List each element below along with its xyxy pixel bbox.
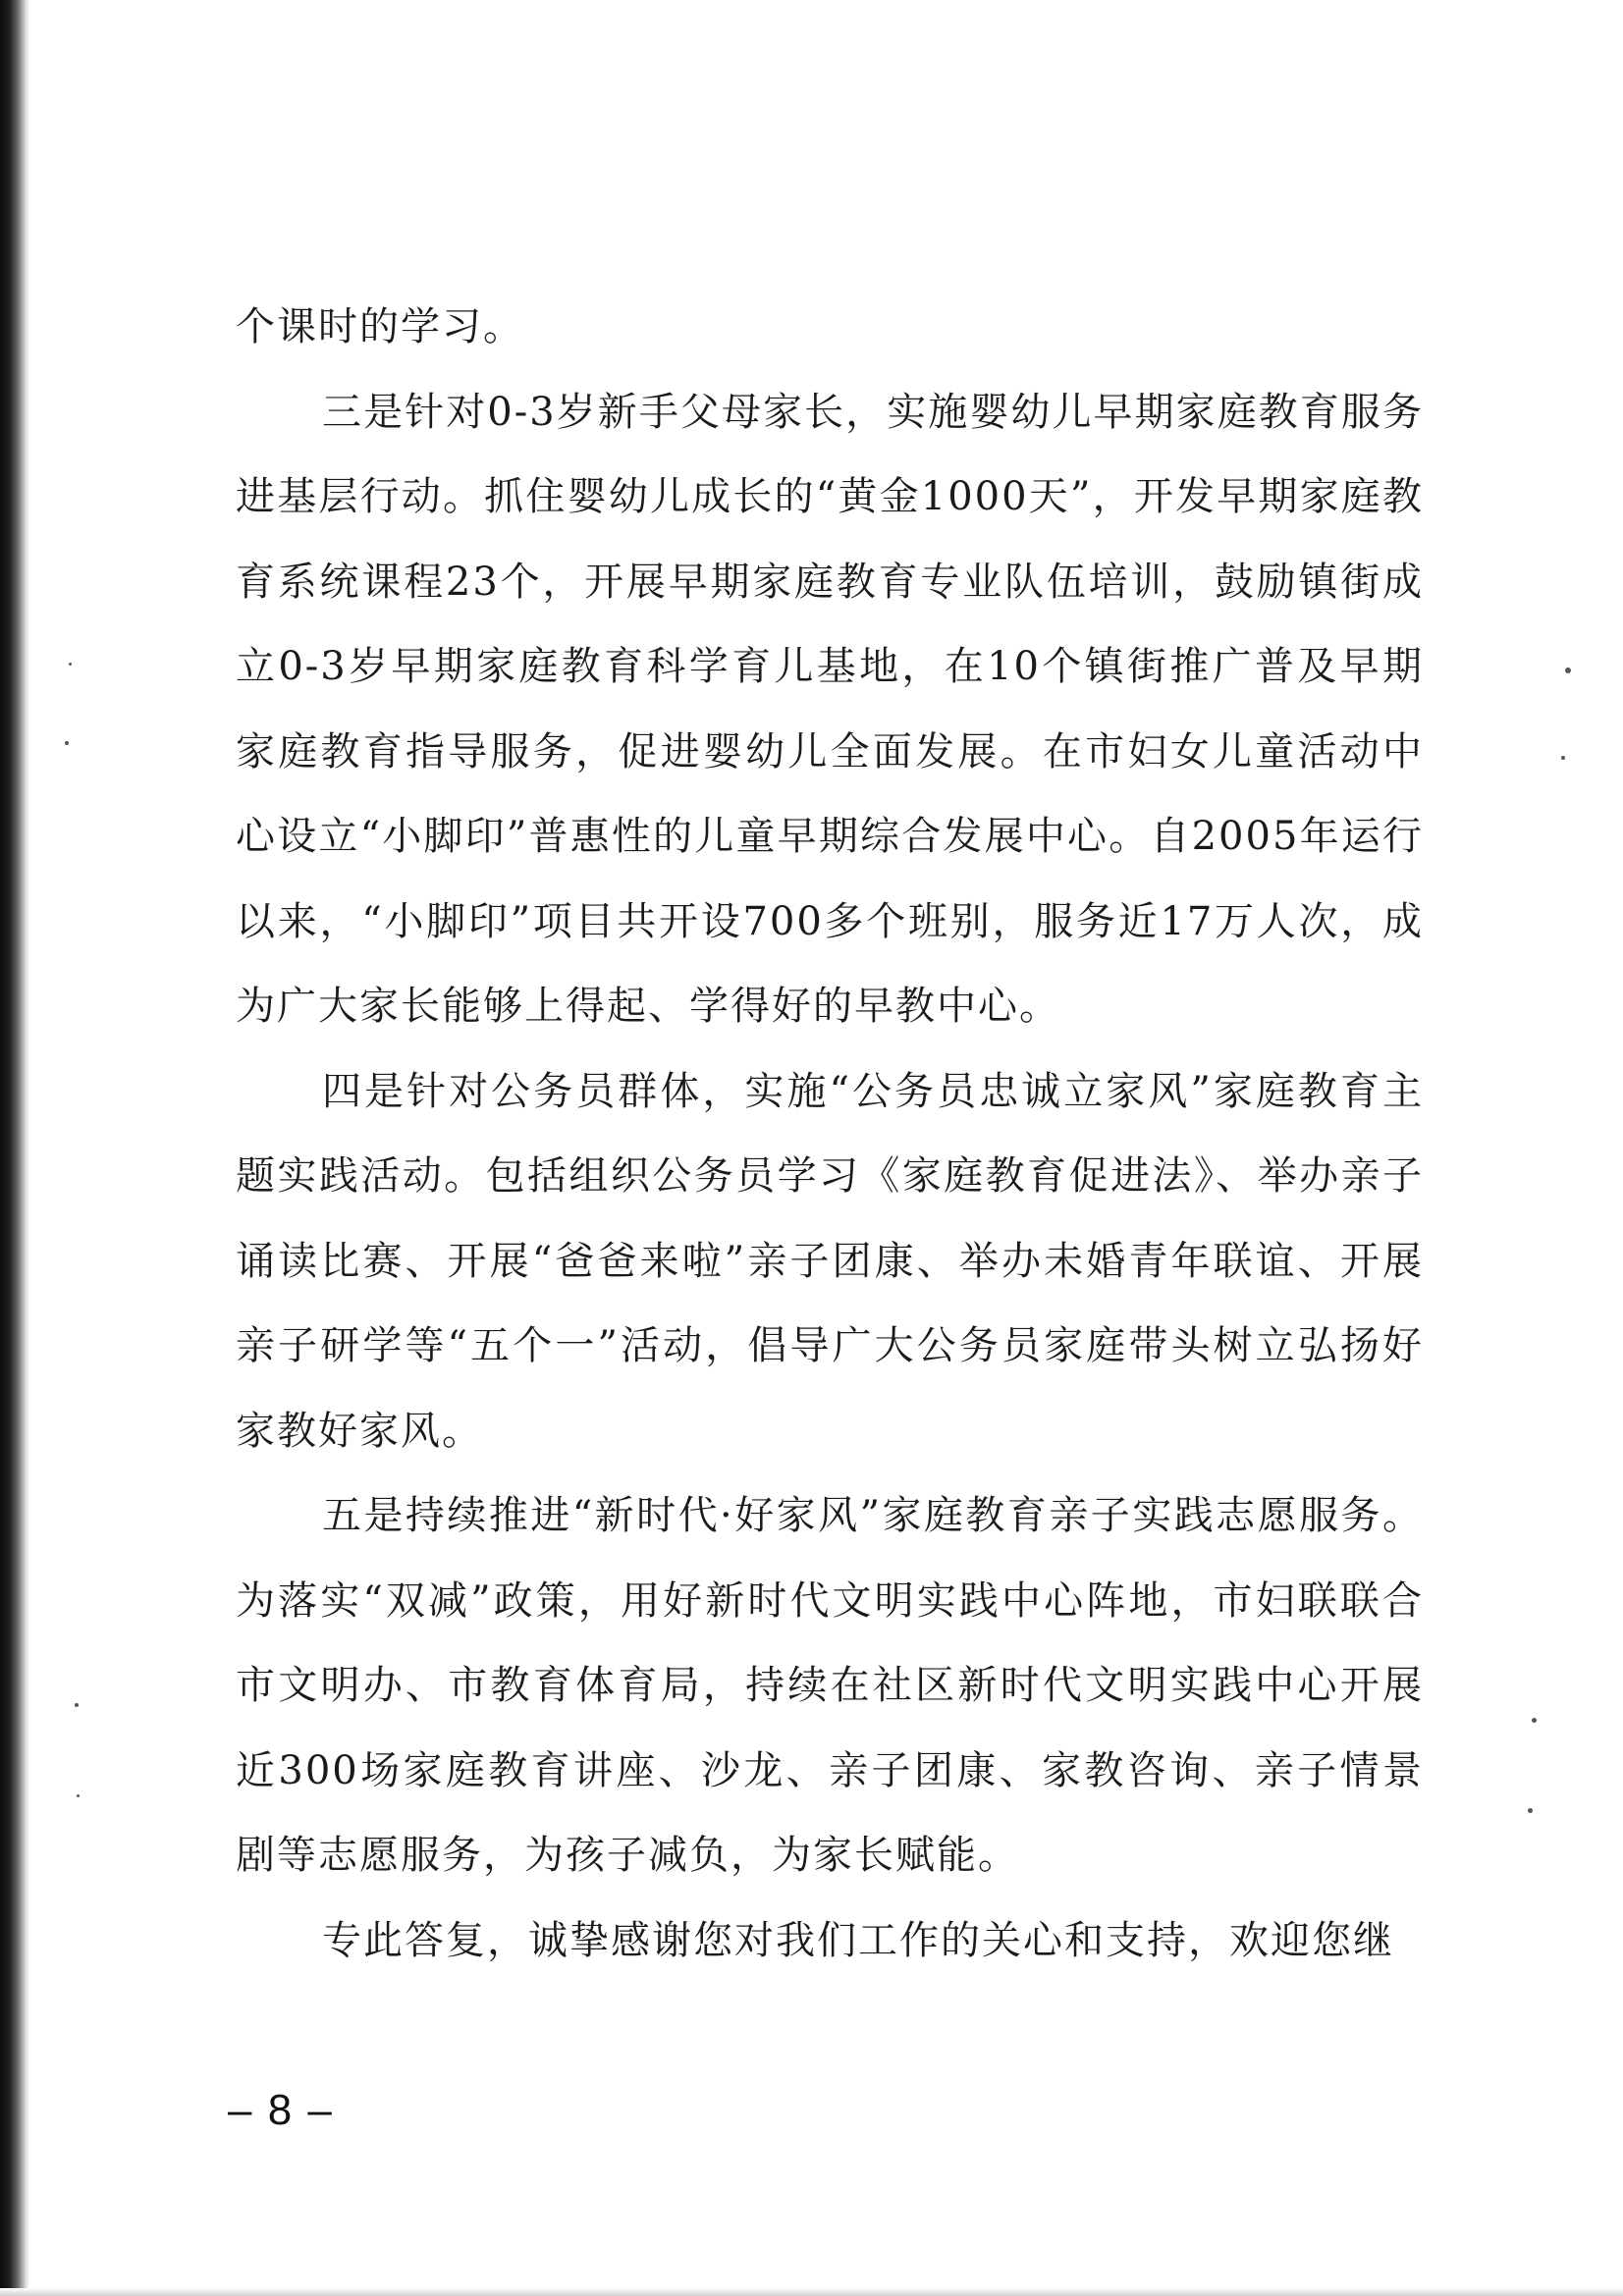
- scan-speck: [1565, 667, 1571, 673]
- scan-speck: [1561, 756, 1565, 760]
- paragraph-closing: 专此答复，诚挚感谢您对我们工作的关心和支持，欢迎您继: [322, 1917, 1394, 1963]
- paragraph-continuation: 个课时的学习。: [236, 304, 524, 349]
- scan-speck: [65, 741, 69, 745]
- scan-speck: [75, 1703, 79, 1707]
- document-body: [236, 285, 1424, 1983]
- scan-speck: [1528, 1808, 1533, 1813]
- scan-bottom-edge: [0, 2288, 1623, 2296]
- scan-speck: [1532, 1718, 1537, 1723]
- page-number: – 8 –: [228, 2086, 334, 2134]
- scan-binding-edge: [0, 0, 29, 2296]
- paragraph-item-three: 三是针对0-3岁新手父母家长，实施婴幼儿早期家庭教育服务进基层行动。抓住婴幼儿成长的“黄金1000天”，开发早期家庭教育系统课程23个，开展早期家庭教育专业队伍培训，鼓励镇街成立0-3岁早期家庭教育科学育儿基地，在10个镇街推广普及早期家庭教育指导服务，促进婴幼儿全面发展。在市妇女儿童活动中心设立“小脚印”普惠性的儿童早期综合发展中心。自2005年运行以来，“小脚印”项目共开设700多个班别，服务近17万人次，成为广大家长能够上得起、学得好的早教中心。: [236, 389, 1424, 1029]
- scan-speck: [77, 1794, 80, 1797]
- paragraph-item-four: 四是针对公务员群体，实施“公务员忠诚立家风”家庭教育主题实践活动。包括组织公务员学习《家庭教育促进法》、举办亲子诵读比赛、开展“爸爸来啦”亲子团康、举办未婚青年联谊、开展亲子研学等“五个一”活动，倡导广大公务员家庭带头树立弘扬好家教好家风。: [236, 1068, 1424, 1454]
- paragraph-item-five: 五是持续推进“新时代·好家风”家庭教育亲子实践志愿服务。为落实“双减”政策，用好新时代文明实践中心阵地，市妇联联合市文明办、市教育体育局，持续在社区新时代文明实践中心开展近300场家庭教育讲座、沙龙、亲子团康、家教咨询、亲子情景剧等志愿服务，为孩子减负，为家长赋能。: [236, 1493, 1424, 1878]
- scan-speck: [69, 663, 72, 666]
